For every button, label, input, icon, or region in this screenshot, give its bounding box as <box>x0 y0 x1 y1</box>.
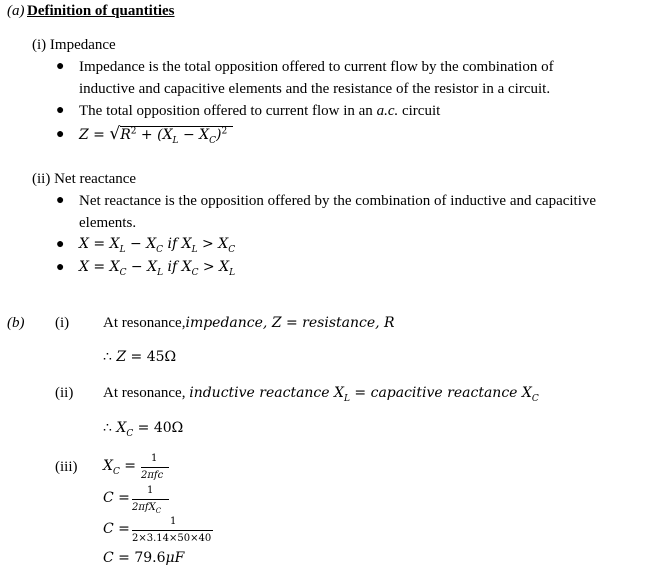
impedance-definition-line2: inductive and capacitive elements and the resistance of the resistor in a circuit. <box>79 81 551 97</box>
bullet-icon: ● <box>56 260 65 275</box>
c1-numerator: 1 <box>147 485 154 496</box>
bullet-icon: ● <box>56 193 65 208</box>
reactance-definition-line2: elements. <box>79 215 137 231</box>
part-b-i-label: (i) <box>55 315 70 331</box>
reactance-formula-1: $X = X_L - X_C$ if $X_L > X_C$ <box>79 236 236 255</box>
c-result: C = 79.6μF <box>103 550 185 566</box>
impedance-ac-definition <box>79 104 440 119</box>
c-lhs-1: C = <box>103 490 130 506</box>
inductive-equals-capacitive: inductive reactance $X_L$ = capacitive reactance $X_C$ <box>189 385 539 404</box>
bullet-icon: ● <box>56 59 65 74</box>
sqrt-bar <box>120 126 233 127</box>
fraction-bar <box>132 499 169 500</box>
xc-denominator: 2πfc <box>141 470 164 481</box>
xc-lhs: $X_C$ = <box>103 458 137 477</box>
c-lhs-2: C = <box>103 521 130 537</box>
resonance-text: At resonance, <box>103 315 186 331</box>
xc-numerator: 1 <box>151 453 158 464</box>
part-b-ii-result: ∴ $X_C = 40\Omega$ <box>103 420 184 439</box>
reactance-formula-2: $X = X_C - X_L$ if $X_C > X_L$ <box>79 259 236 278</box>
c1-denominator: 2πfX$_C$ <box>132 502 162 515</box>
fraction-bar <box>141 467 169 468</box>
reactance-title: (ii) Net reactance <box>32 171 137 187</box>
fraction-bar <box>132 530 213 531</box>
impedance-ac-text: The total opposition offered to current flow in an <box>79 103 373 119</box>
bullet-icon: ● <box>56 103 65 118</box>
bullet-icon: ● <box>56 127 65 142</box>
resonance-text: At resonance, <box>103 385 186 401</box>
impedance-formula: $Z = √R^2 + (X_L - X_C)^2$ <box>79 124 228 146</box>
impedance-definition-line1: Impedance is the total opposition offered to current flow by the combination of <box>79 59 554 75</box>
part-b-label: (b) <box>7 315 25 331</box>
impedance-equals-resistance: impedance, Z = resistance, R <box>185 315 395 331</box>
ac-abbrev: a.c. <box>376 103 399 119</box>
part-a-label: (a) <box>7 3 25 19</box>
bullet-icon: ● <box>56 237 65 252</box>
part-a-heading: Definition of quantities <box>27 3 175 19</box>
part-b-i-result: ∴ Z = 45Ω <box>103 349 177 365</box>
reactance-definition-line1: Net reactance is the opposition offered by the combination of inductive and capacitive <box>79 193 597 209</box>
c2-denominator: 2×3.14×50×40 <box>132 533 212 544</box>
part-b-ii-statement <box>103 386 539 404</box>
part-b-iii-label: (iii) <box>55 459 78 475</box>
part-b-i-statement <box>103 316 395 331</box>
c2-numerator: 1 <box>170 516 177 527</box>
impedance-title: (i) Impedance <box>32 37 116 53</box>
impedance-ac-end: circuit <box>401 103 441 119</box>
part-b-ii-label: (ii) <box>55 385 74 401</box>
